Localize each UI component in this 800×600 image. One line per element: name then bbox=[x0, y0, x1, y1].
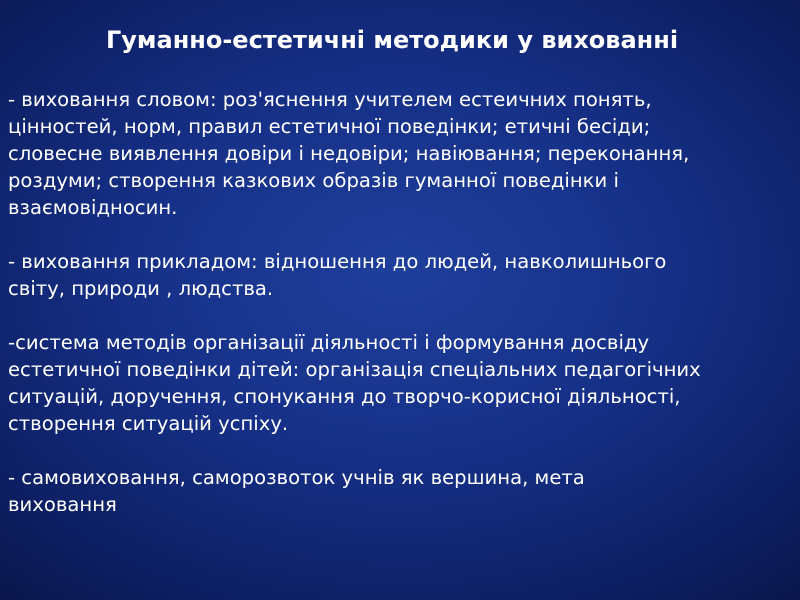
paragraph-activity-methods: -система методів організації діяльності і формування досвіду естетичної поведінки дітей: організація спеціальних педагогічних ситуацій, доручення, спонукання до творчо-корисної діяльності, створення ситуацій успіху. bbox=[8, 331, 701, 435]
paragraph-word-education: - виховання словом: роз'яснення учителем естеичних понять, цінностей, норм, правил естетичної поведінки; етичні бесіди; словесне виявлення довіри і недовіри; навіювання; переконання, роздуми; створення казкових образів гуманної поведінки і взаємовідносин. bbox=[8, 88, 690, 219]
slide-title: Гуманно-естетичні методики у вихованні bbox=[105, 26, 679, 54]
paragraph-example-education: - виховання прикладом: відношення до людей, навколишнього світу, природи , людства. bbox=[8, 250, 667, 300]
paragraph-self-education: - самовиховання, саморозвоток учнів як вершина, мета виховання bbox=[8, 466, 585, 516]
slide-body bbox=[8, 86, 792, 545]
